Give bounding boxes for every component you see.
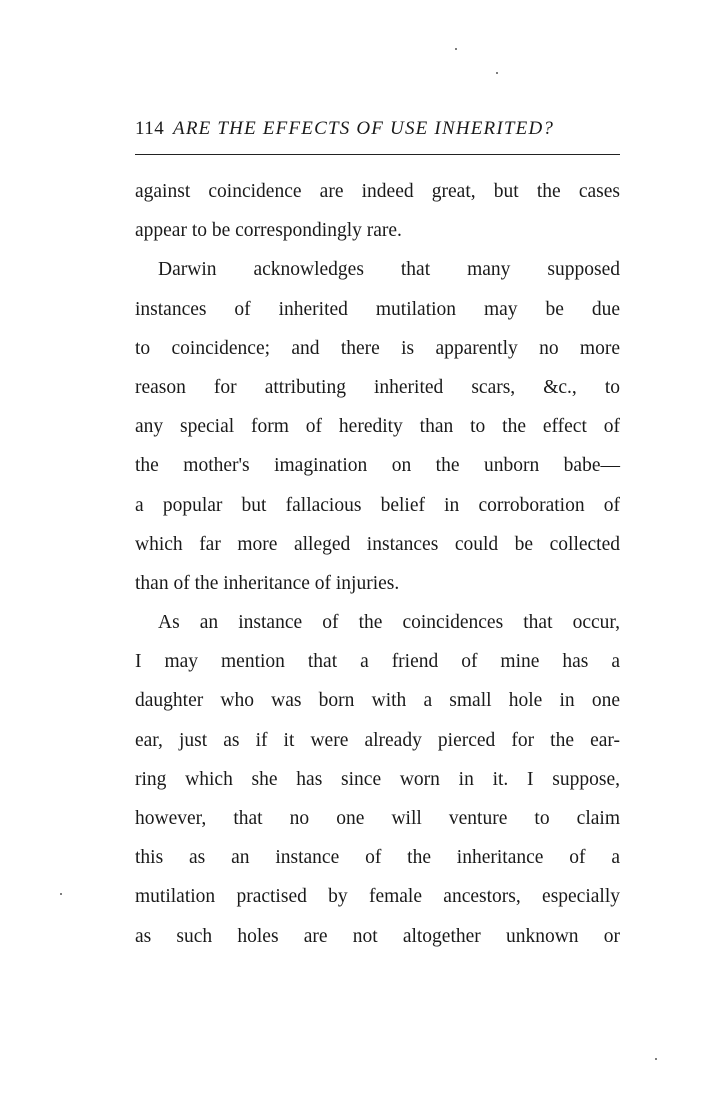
scan-speck xyxy=(455,48,457,50)
text-line: the mother's imagination on the unborn babe— xyxy=(135,455,620,477)
text-line: mutilation practised by female ancestors, especially xyxy=(135,886,620,908)
text-line: As an instance of the coincidences that occur, xyxy=(158,612,620,634)
running-head xyxy=(135,118,620,148)
scan-speck xyxy=(496,72,498,74)
scan-speck xyxy=(60,893,62,895)
text-line: than of the inheritance of injuries. xyxy=(135,572,400,594)
page-number: 114 xyxy=(135,118,165,139)
text-line: to coincidence; and there is apparently no more xyxy=(135,337,620,359)
text-line: this as an instance of the inheritance of a xyxy=(135,847,620,869)
text-line: daughter who was born with a small hole in one xyxy=(135,690,620,712)
text-line: reason for attributing inherited scars, &c., to xyxy=(135,376,620,398)
text-line: ear, just as if it were already pierced for the ear- xyxy=(135,729,620,751)
text-line: a popular but fallacious belief in corroboration of xyxy=(135,494,620,516)
running-title: ARE THE EFFECTS OF USE INHERITED? xyxy=(173,118,555,139)
text-line: instances of inherited mutilation may be due xyxy=(135,298,620,320)
text-line: Darwin acknowledges that many supposed xyxy=(158,259,620,281)
text-line: I may mention that a friend of mine has a xyxy=(135,651,620,673)
text-line: which far more alleged instances could be collected xyxy=(135,533,620,555)
text-line: however, that no one will venture to claim xyxy=(135,808,620,829)
scan-speck xyxy=(655,1058,657,1060)
text-line: appear to be correspondingly rare. xyxy=(135,220,402,242)
text-line: any special form of heredity than to the effect of xyxy=(135,416,620,438)
text-line: against coincidence are indeed great, but the cases xyxy=(135,181,620,202)
body-text xyxy=(135,172,620,956)
text-line: as such holes are not altogether unknown or xyxy=(135,925,620,947)
text-line: ring which she has since worn in it. I suppose, xyxy=(135,768,620,790)
header-rule xyxy=(135,154,620,155)
